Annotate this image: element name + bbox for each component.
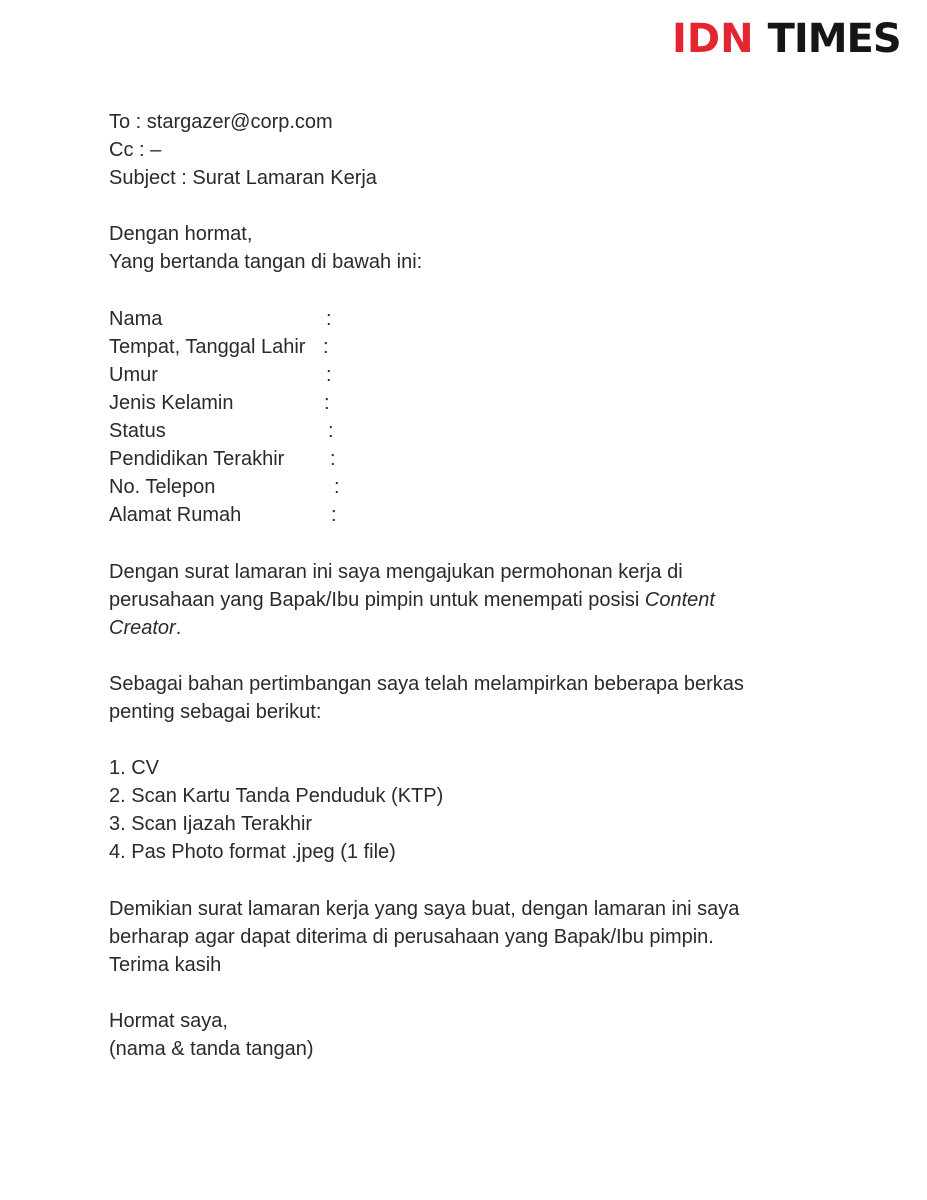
logo-idn-text: IDN xyxy=(672,16,754,62)
closing-paragraph xyxy=(109,895,829,979)
field-colon: : xyxy=(328,420,334,443)
list-item: 1. CV xyxy=(109,757,160,780)
paragraph-text: . xyxy=(175,616,182,639)
field-label: Pendidikan Terakhir xyxy=(109,448,285,471)
signature-placeholder: (nama & tanda tangan) xyxy=(109,1038,314,1061)
field-label: Jenis Kelamin xyxy=(109,391,234,414)
personal-data-fields xyxy=(109,305,829,530)
field-row-umur xyxy=(109,361,829,389)
paragraph-line: Sebagai bahan pertimbangan saya telah melampirkan beberapa berkas xyxy=(109,672,744,695)
position-title-part2: Creator xyxy=(109,616,176,639)
field-row-status xyxy=(109,417,829,445)
field-row-nama xyxy=(109,305,829,333)
field-colon: : xyxy=(334,476,340,499)
field-row-tempat-tanggal-lahir xyxy=(109,333,829,361)
field-row-pendidikan-terakhir xyxy=(109,445,829,473)
field-colon: : xyxy=(323,335,329,358)
paragraph-line: berharap agar dapat diterima di perusahaan yang Bapak/Ibu pimpin. xyxy=(109,925,714,948)
field-row-alamat-rumah xyxy=(109,501,829,529)
cc-line: Cc : – xyxy=(109,139,162,162)
paragraph-line xyxy=(109,614,829,642)
field-label: Status xyxy=(109,420,166,443)
field-colon: : xyxy=(330,448,336,471)
field-label: Nama xyxy=(109,307,163,330)
list-item: 4. Pas Photo format .jpeg (1 file) xyxy=(109,841,396,864)
attachments-list xyxy=(109,754,829,866)
logo-times-text: TIMES xyxy=(767,16,901,62)
attachments-intro-paragraph xyxy=(109,670,829,726)
paragraph-line xyxy=(109,586,829,614)
list-item: 3. Scan Ijazah Terakhir xyxy=(109,813,313,836)
subject-line: Subject : Surat Lamaran Kerja xyxy=(109,167,377,190)
paragraph-line: Terima kasih xyxy=(109,953,222,976)
intro-line: Yang bertanda tangan di bawah ini: xyxy=(109,251,423,274)
closing-salutation: Hormat saya, xyxy=(109,1010,228,1032)
greeting-line: Dengan hormat, xyxy=(109,223,253,246)
paragraph-line: Demikian surat lamaran kerja yang saya buat, dengan lamaran ini saya xyxy=(109,897,740,920)
field-label: Umur xyxy=(109,363,158,386)
field-colon: : xyxy=(326,363,332,386)
field-row-no-telepon xyxy=(109,473,829,501)
paragraph-text: perusahaan yang Bapak/Ibu pimpin untuk menempati posisi xyxy=(109,588,645,611)
paragraph-line: penting sebagai berikut: xyxy=(109,700,322,723)
application-paragraph xyxy=(109,558,829,642)
field-row-jenis-kelamin xyxy=(109,389,829,417)
letter-body xyxy=(109,108,829,1063)
position-title-part1: Content xyxy=(644,588,715,611)
field-label: No. Telepon xyxy=(109,476,216,499)
field-colon: : xyxy=(324,391,330,414)
paragraph-line: Dengan surat lamaran ini saya mengajukan permohonan kerja di xyxy=(109,560,683,583)
to-line: To : stargazer@corp.com xyxy=(109,111,333,133)
field-colon: : xyxy=(326,307,332,330)
field-label: Tempat, Tanggal Lahir xyxy=(109,335,306,358)
list-item: 2. Scan Kartu Tanda Penduduk (KTP) xyxy=(109,785,444,808)
field-colon: : xyxy=(331,504,337,527)
idn-times-logo xyxy=(672,14,912,64)
field-label: Alamat Rumah xyxy=(109,504,242,527)
